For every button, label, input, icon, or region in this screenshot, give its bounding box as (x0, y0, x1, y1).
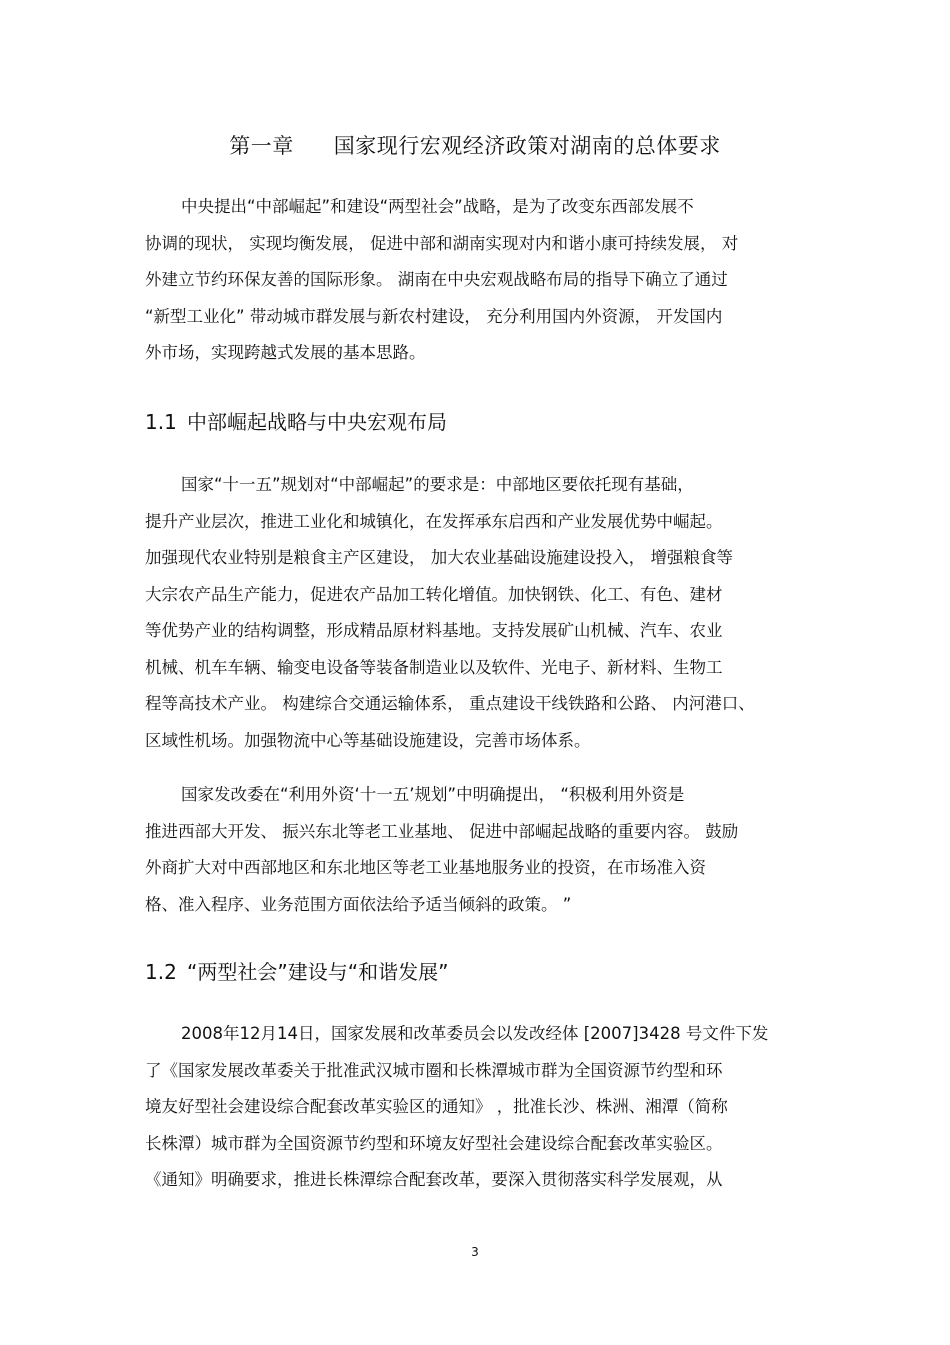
paragraph-line: 机械、机车车辆、输变电设备等装备制造业以及软件、光电子、新材料、生物工 (145, 657, 723, 677)
section-heading-1-1 (145, 408, 447, 436)
section-number: 1.2 (145, 960, 177, 984)
paragraph-line: 外建立节约环保友善的国际形象。 湖南在中央宏观战略布局的指导下确立了通过 (145, 270, 728, 289)
paragraph-line: 长株潭）城市群为全国资源节约型和环境友好型社会建设综合配套改革实验区。 (145, 1133, 723, 1153)
paragraph-line: 中央提出“中部崛起”和建设“两型社会”战略，是为了改变东西部发展不 (181, 197, 694, 216)
section-heading-1-2 (145, 958, 448, 986)
section-title: “两型社会”建设与“和谐发展” (187, 960, 449, 984)
paragraph-line: 加强现代农业特别是粮食主产区建设， 加大农业基础设施建设投入， 增强粮食等 (145, 548, 733, 567)
paragraph-line: 区域性机场。加强物流中心等基础设施建设，完善市场体系。 (145, 730, 591, 750)
paragraph-line: 了《国家发展改革委关于批准武汉城市圈和长株潭城市群为全国资源节约型和环 (145, 1060, 723, 1080)
paragraph-line: 协调的现状， 实现均衡发展， 促进中部和湖南实现对内和谐小康可持续发展， 对 (145, 233, 739, 253)
paragraph-line: 国家发改委在“利用外资‘十一五’规划”中明确提出， “积极利用外资是 (181, 785, 685, 804)
paragraph-line: 推进西部大开发、 振兴东北等老工业基地、 促进中部崛起战略的重要内容。 鼓励 (145, 821, 739, 841)
paragraph-line: 外市场，实现跨越式发展的基本思路。 (145, 343, 426, 362)
paragraph-line: 程等高技术产业。 构建综合交通运输体系， 重点建设干线铁路和公路、 内河港口、 (145, 694, 755, 713)
paragraph-line: 提升产业层次，推进工业化和城镇化，在发挥承东启西和产业发展优势中崛起。 (145, 511, 723, 531)
paragraph-line: 《通知》明确要求，推进长株潭综合配套改革，要深入贯彻落实科学发展观，从 (145, 1170, 723, 1189)
chapter-title-text: 国家现行宏观经济政策对湖南的总体要求 (333, 134, 721, 158)
paragraph-line: “新型工业化” 带动城市群发展与新农村建设， 充分利用国内外资源， 开发国内 (145, 306, 723, 326)
paragraph-line: 大宗农产品生产能力，促进农产品加工转化增值。加快钢铁、化工、有色、建材 (145, 584, 723, 604)
section-title: 中部崛起战略与中央宏观布局 (187, 410, 447, 434)
section-number: 1.1 (145, 410, 177, 434)
section-1-2-paragraph-1 (145, 1016, 815, 1199)
paragraph-line: 格、准入程序、业务范围方面依法给予适当倾斜的政策。 ” (145, 894, 572, 914)
chapter-label: 第一章 (229, 134, 294, 158)
intro-paragraph (145, 189, 815, 372)
paragraph-line: 境友好型社会建设综合配套改革实验区的通知》 ，批准长沙、株洲、湘潭（简称 (145, 1097, 728, 1116)
section-1-1-paragraph-2 (145, 777, 815, 923)
paragraph-line: 等优势产业的结构调整，形成精品原材料基地。支持发展矿山机械、汽车、农业 (145, 621, 723, 640)
paragraph-line: 国家“十一五”规划对“中部崛起”的要求是：中部地区要依托现有基础， (181, 475, 694, 494)
section-1-1-paragraph-1 (145, 467, 815, 759)
page-number: 3 (471, 1245, 479, 1259)
paragraph-line: 外商扩大对中西部地区和东北地区等老工业基地服务业的投资，在市场准入资 (145, 858, 706, 877)
chapter-title (0, 131, 950, 161)
paragraph-line: 2008年12月14日，国家发展和改革委员会以发改经体 [2007]3428 号文件下发 (181, 1024, 769, 1043)
